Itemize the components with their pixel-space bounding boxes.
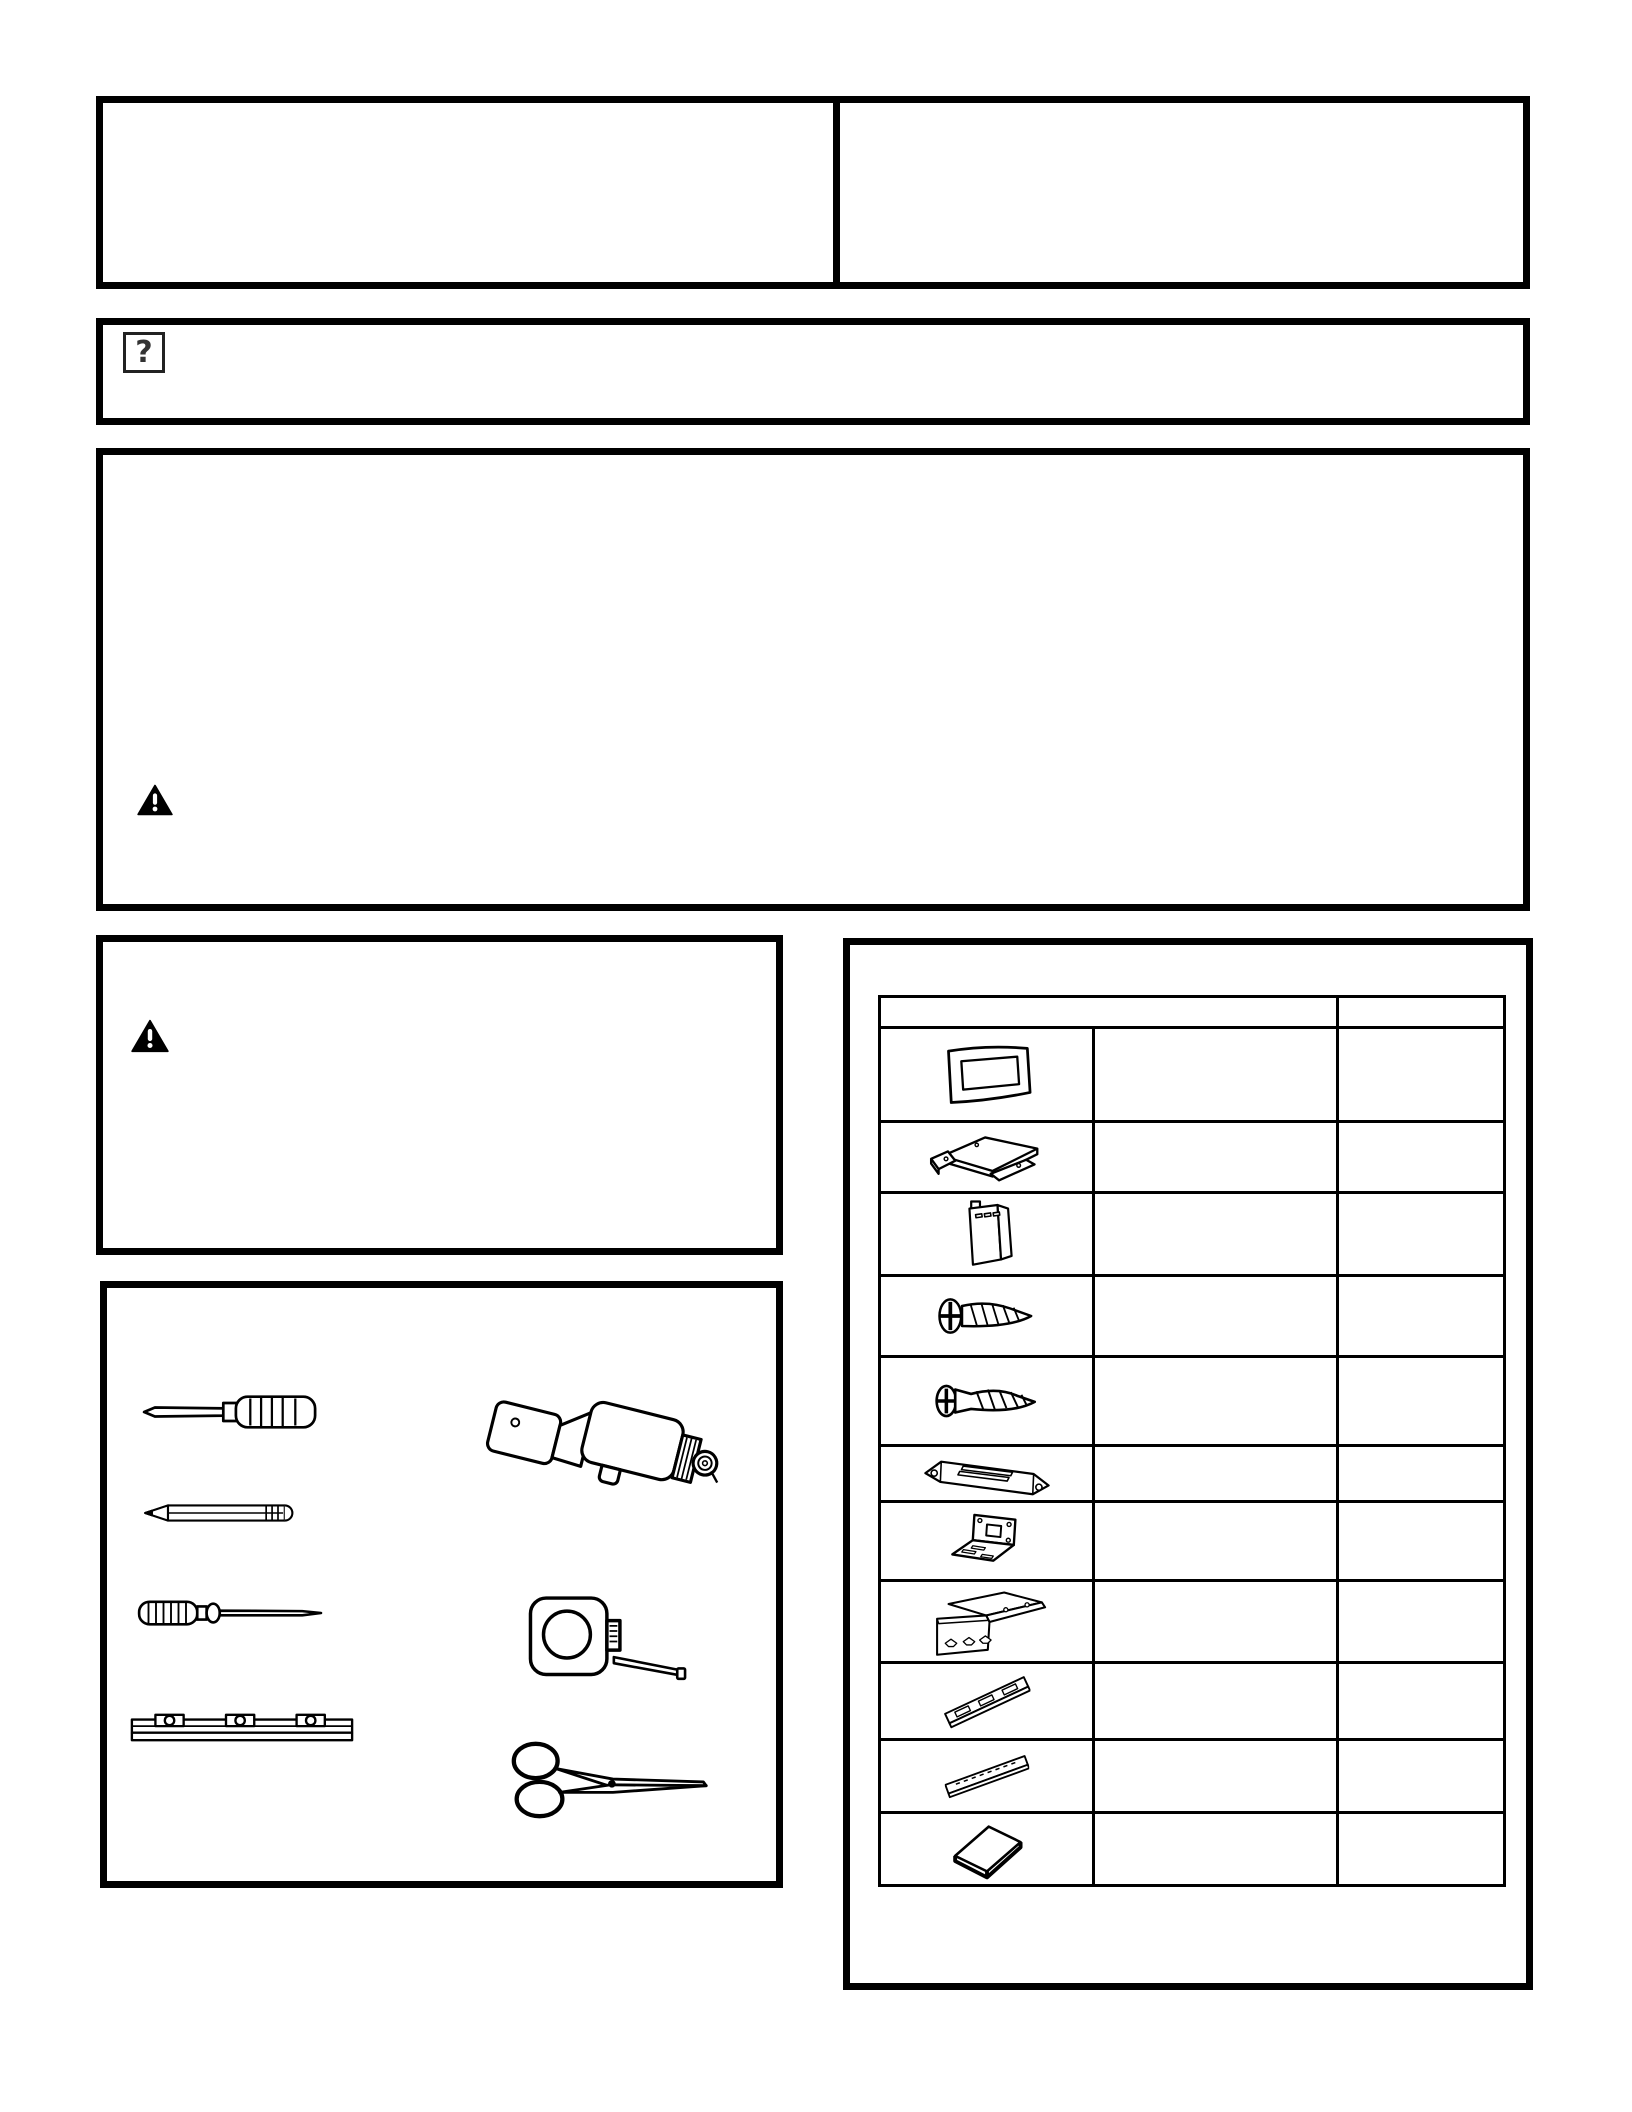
part-description-cell [1094, 1357, 1338, 1446]
caution-box [96, 935, 783, 1255]
warning-triangle-icon [131, 1017, 169, 1055]
slotted-filler-strip-icon [943, 1668, 1031, 1734]
parts-box [843, 938, 1533, 1990]
table-row [880, 1357, 1505, 1446]
part-qty-cell [1338, 1028, 1505, 1122]
electric-drill-icon [471, 1388, 737, 1522]
table-row [880, 1813, 1505, 1886]
part-description-cell [1094, 1813, 1338, 1886]
part-illustration-cell [880, 1193, 1094, 1276]
part-qty-cell [1338, 1276, 1505, 1357]
support-bracket-icon [915, 1586, 1059, 1658]
part-illustration-cell [880, 1740, 1094, 1813]
part-illustration-cell [880, 1122, 1094, 1193]
table-row [880, 1446, 1505, 1502]
table-row [880, 1502, 1505, 1581]
part-qty-cell [1338, 1357, 1505, 1446]
phillips-screwdriver-icon [135, 1394, 326, 1430]
header-box-right-cell [840, 103, 1523, 282]
warning-triangle-icon [137, 780, 173, 820]
table-row [880, 1122, 1505, 1193]
mounting-rail-template-icon [128, 1712, 356, 1744]
table-row [880, 1193, 1505, 1276]
notice-box [96, 448, 1530, 911]
microwave-front-frame-icon [937, 1042, 1037, 1108]
part-description-cell [1094, 1581, 1338, 1663]
scratch-awl-icon [135, 1598, 327, 1628]
part-description-cell [1094, 1028, 1338, 1122]
mounting-shelf-icon [922, 1130, 1052, 1184]
question-glyph: ? [135, 335, 153, 370]
part-description-cell [1094, 1502, 1338, 1581]
part-illustration-cell [880, 1446, 1094, 1502]
table-row [880, 1740, 1505, 1813]
part-qty-cell [1338, 1502, 1505, 1581]
part-illustration-cell [880, 1813, 1094, 1886]
part-qty-cell [1338, 1581, 1505, 1663]
scissors-icon [509, 1740, 711, 1820]
table-row [880, 1276, 1505, 1357]
junction-box-cover-icon [960, 1198, 1014, 1270]
slotted-strap-plate-icon [903, 1452, 1071, 1496]
parts-table [878, 995, 1506, 1887]
part-illustration-cell [880, 1276, 1094, 1357]
part-qty-cell [1338, 1446, 1505, 1502]
part-description-cell [1094, 1740, 1338, 1813]
tape-measure-icon [527, 1593, 692, 1683]
part-description-cell [1094, 1276, 1338, 1357]
header-box-left-cell [103, 103, 833, 282]
part-qty-cell [1338, 1813, 1505, 1886]
header-box-divider [833, 103, 840, 282]
tools-box [100, 1281, 783, 1888]
parts-table-header-row [880, 997, 1505, 1028]
missing-image-question-mark-icon [123, 332, 165, 373]
parts-header-cell [880, 997, 1338, 1028]
part-illustration-cell [880, 1357, 1094, 1446]
angle-bracket-icon [946, 1510, 1028, 1572]
part-description-cell [1094, 1663, 1338, 1740]
instruction-booklet-icon [935, 1818, 1039, 1880]
part-illustration-cell [880, 1663, 1094, 1740]
part-illustration-cell [880, 1581, 1094, 1663]
part-qty-cell [1338, 1122, 1505, 1193]
qty-header-cell [1338, 997, 1505, 1028]
part-description-cell [1094, 1122, 1338, 1193]
part-qty-cell [1338, 1663, 1505, 1740]
truss-head-screw-icon [937, 1289, 1037, 1343]
part-qty-cell [1338, 1193, 1505, 1276]
help-bar [96, 318, 1530, 425]
filler-strip-icon [942, 1749, 1032, 1803]
table-row [880, 1028, 1505, 1122]
flat-head-screw-icon [934, 1375, 1040, 1427]
header-box [96, 96, 1530, 289]
part-qty-cell [1338, 1740, 1505, 1813]
pencil-icon [133, 1502, 313, 1524]
part-illustration-cell [880, 1502, 1094, 1581]
part-illustration-cell [880, 1028, 1094, 1122]
table-row [880, 1581, 1505, 1663]
table-row [880, 1663, 1505, 1740]
part-description-cell [1094, 1446, 1338, 1502]
part-description-cell [1094, 1193, 1338, 1276]
